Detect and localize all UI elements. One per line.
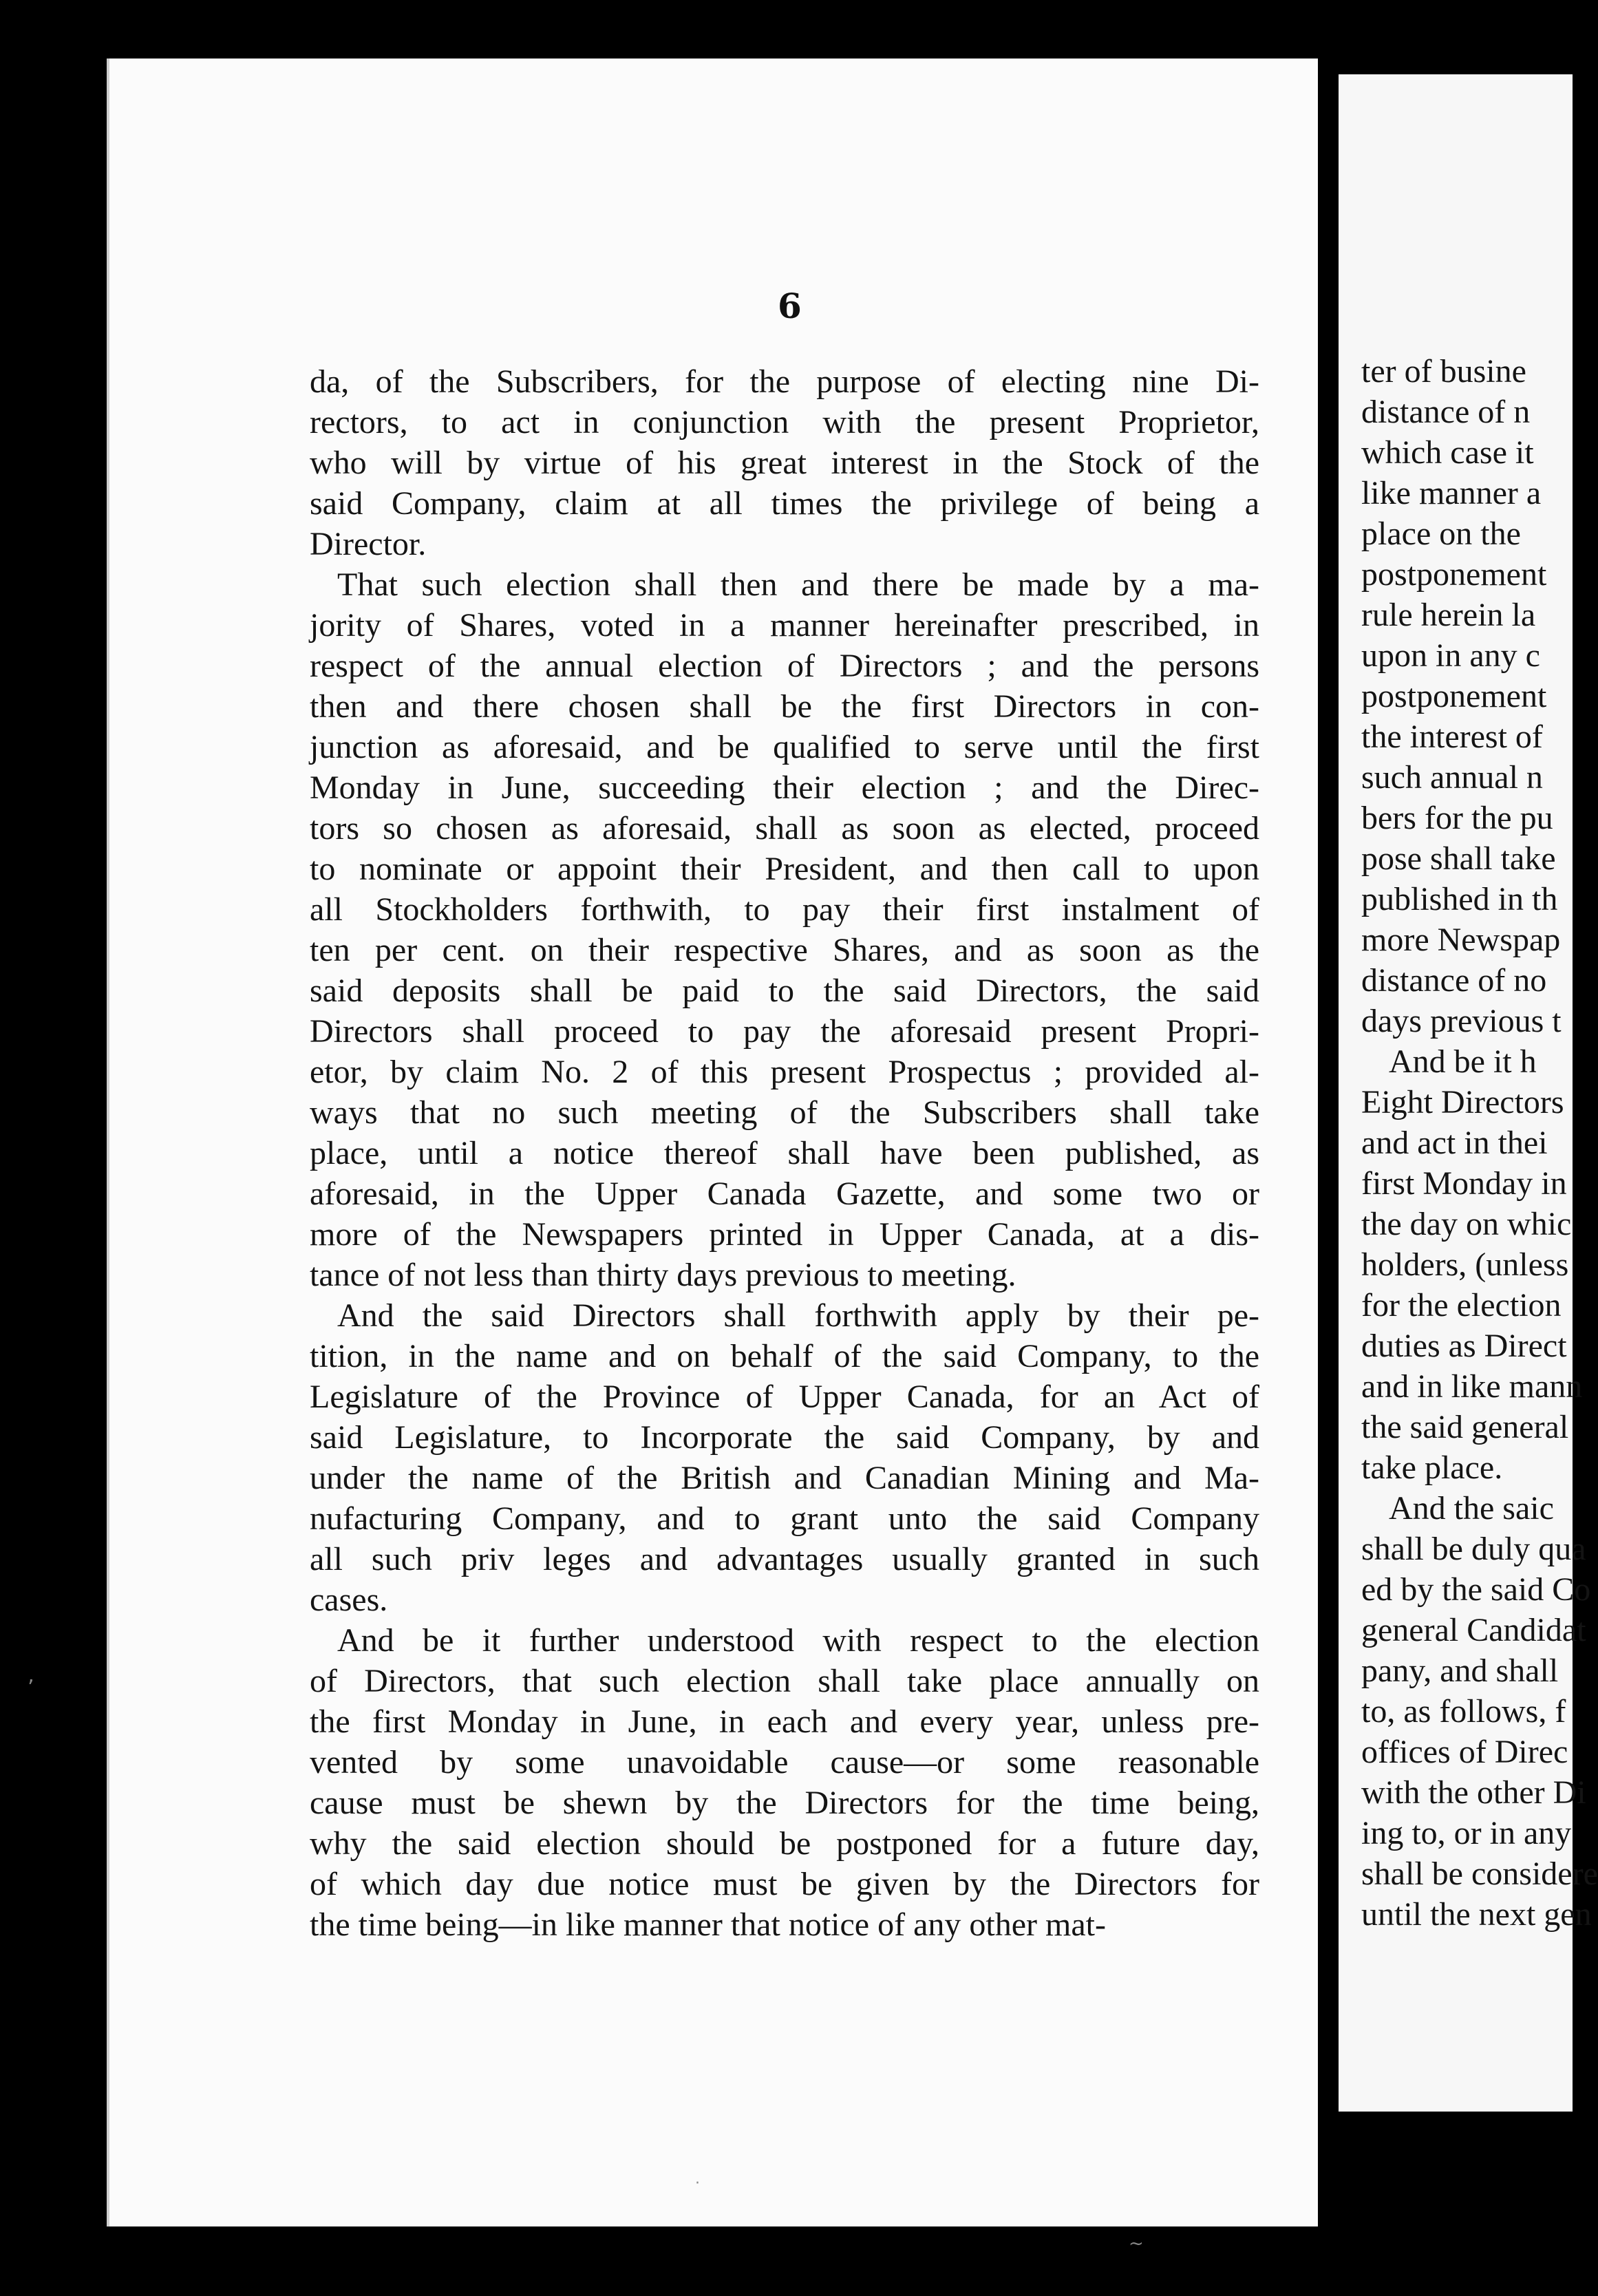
text-line: under the name of the British and Canadian Mining and Ma- [310, 1460, 1259, 1496]
text-line: the interest of [1361, 719, 1543, 755]
text-line: Legislature of the Province of Upper Canada, for an Act of [310, 1379, 1259, 1415]
text-line: cases. [310, 1582, 388, 1618]
text-line: distance of no [1361, 962, 1547, 999]
text-line: of which day due notice must be given by the Directors for [310, 1866, 1259, 1902]
text-line: And the saic [1389, 1490, 1554, 1527]
text-line: bers for the pu [1361, 800, 1553, 836]
paragraph [310, 564, 1259, 1295]
text-line: which case it [1361, 434, 1534, 471]
text-line: said Company, claim at all times the privilege of being a [310, 485, 1259, 522]
margin-speck: · [695, 2175, 700, 2192]
text-line: all such priv leges and advantages usually granted in such [310, 1541, 1259, 1577]
text-line: for the election [1361, 1287, 1562, 1324]
text-line: days previous t [1361, 1003, 1562, 1039]
text-line: and act in thei [1361, 1125, 1548, 1161]
text-line: ten per cent. on their respective Shares, and as soon as the [310, 932, 1259, 968]
text-line: Eight Directors [1361, 1084, 1564, 1120]
paragraph [310, 361, 1259, 564]
text-line: And the said Directors shall forthwith apply by their pe- [337, 1297, 1259, 1334]
text-line: take place. [1361, 1449, 1503, 1486]
text-line: place on the [1361, 515, 1521, 552]
text-line: Directors shall proceed to pay the aforesaid present Propri- [310, 1013, 1259, 1050]
text-line: tance of not less than thirty days previous to meeting. [310, 1257, 1016, 1293]
text-line: And be it further understood with respect to the election [337, 1622, 1259, 1659]
text-line: cause must be shewn by the Directors for the time being, [310, 1785, 1259, 1821]
text-line: general Candidat [1361, 1612, 1586, 1648]
text-line: the first Monday in June, in each and every year, unless pre- [310, 1703, 1259, 1740]
right-page-text [1361, 351, 1598, 1935]
text-line: Monday in June, succeeding their election ; and the Direc- [310, 769, 1259, 806]
page-number: 6 [778, 286, 802, 326]
text-line: holders, (unless [1361, 1246, 1569, 1283]
text-line: who will by virtue of his great interest in the Stock of the [310, 445, 1259, 481]
text-line: pose shall take [1361, 840, 1556, 877]
text-line: to nominate or appoint their President, and then call to upon [310, 851, 1259, 887]
text-line: ed by the said Co [1361, 1571, 1591, 1608]
text-line: tors so chosen as aforesaid, shall as soon as elected, proceed [310, 810, 1259, 847]
text-line: to, as follows, f [1361, 1693, 1566, 1730]
text-line: shall be considere [1361, 1856, 1598, 1892]
text-line: all Stockholders forthwith, to pay their first instalment of [310, 891, 1259, 928]
text-line: until the next gen [1361, 1896, 1592, 1933]
text-line: the time being—in like manner that notice of any other mat- [310, 1906, 1106, 1943]
text-line: Director. [310, 526, 427, 562]
text-line: place, until a notice thereof shall have been published, as [310, 1135, 1259, 1171]
text-line: more Newspap [1361, 922, 1561, 958]
text-line: why the said election should be postponed for a future day, [310, 1825, 1259, 1862]
text-line: tition, in the name and on behalf of the said Company, to the [310, 1338, 1259, 1374]
text-line: rule herein la [1361, 597, 1536, 633]
text-line: postponement [1361, 556, 1547, 593]
text-line: vented by some unavoidable cause—or some reasonable [310, 1744, 1259, 1781]
text-line: with the other Di [1361, 1774, 1586, 1811]
text-line: duties as Direct [1361, 1328, 1567, 1364]
paragraph [310, 1295, 1259, 1620]
text-line: shall be duly qua [1361, 1531, 1586, 1567]
margin-speck: ~ [1129, 2233, 1144, 2254]
text-line: ways that no such meeting of the Subscribers shall take [310, 1094, 1259, 1131]
text-line: And be it h [1389, 1043, 1537, 1080]
text-line: of Directors, that such election shall take place annually on [310, 1663, 1259, 1699]
text-line: respect of the annual election of Directors ; and the persons [310, 648, 1259, 684]
text-line: said Legislature, to Incorporate the said Company, by and [310, 1419, 1259, 1456]
text-line: first Monday in [1361, 1165, 1567, 1202]
text-line: junction as aforesaid, and be qualified to serve until the first [310, 729, 1259, 765]
text-line: distance of n [1361, 394, 1531, 430]
text-line: aforesaid, in the Upper Canada Gazette, and some two or [310, 1176, 1259, 1212]
text-line: rectors, to act in conjunction with the present Proprietor, [310, 404, 1259, 440]
text-line: That such election shall then and there be made by a ma- [337, 566, 1259, 603]
text-line: offices of Direc [1361, 1734, 1568, 1770]
text-line: such annual n [1361, 759, 1543, 796]
text-line: then and there chosen shall be the first Directors in con- [310, 688, 1259, 725]
text-line: nufacturing Company, and to grant unto the said Company [310, 1500, 1259, 1537]
text-line: jority of Shares, voted in a manner hereinafter prescribed, in [310, 607, 1259, 644]
left-page-text [310, 361, 1259, 1945]
text-line: etor, by claim No. 2 of this present Prospectus ; provided al- [310, 1054, 1259, 1090]
text-line: more of the Newspapers printed in Upper Canada, at a dis- [310, 1216, 1259, 1253]
margin-speck: ʼ [28, 1676, 34, 1700]
text-line: postponement [1361, 678, 1547, 714]
text-line: ter of busine [1361, 353, 1526, 390]
paragraph [310, 1620, 1259, 1945]
text-line: published in th [1361, 881, 1558, 917]
text-line: the said general [1361, 1409, 1569, 1445]
text-line: and in like mann [1361, 1368, 1583, 1405]
text-line: the day on whic [1361, 1206, 1572, 1242]
text-line: da, of the Subscribers, for the purpose of electing nine Di- [310, 363, 1259, 400]
text-line: ing to, or in any [1361, 1815, 1572, 1851]
text-line: said deposits shall be paid to the said Directors, the said [310, 972, 1259, 1009]
text-line: pany, and shall [1361, 1652, 1559, 1689]
text-line: upon in any c [1361, 637, 1540, 674]
text-line: like manner a [1361, 475, 1542, 511]
